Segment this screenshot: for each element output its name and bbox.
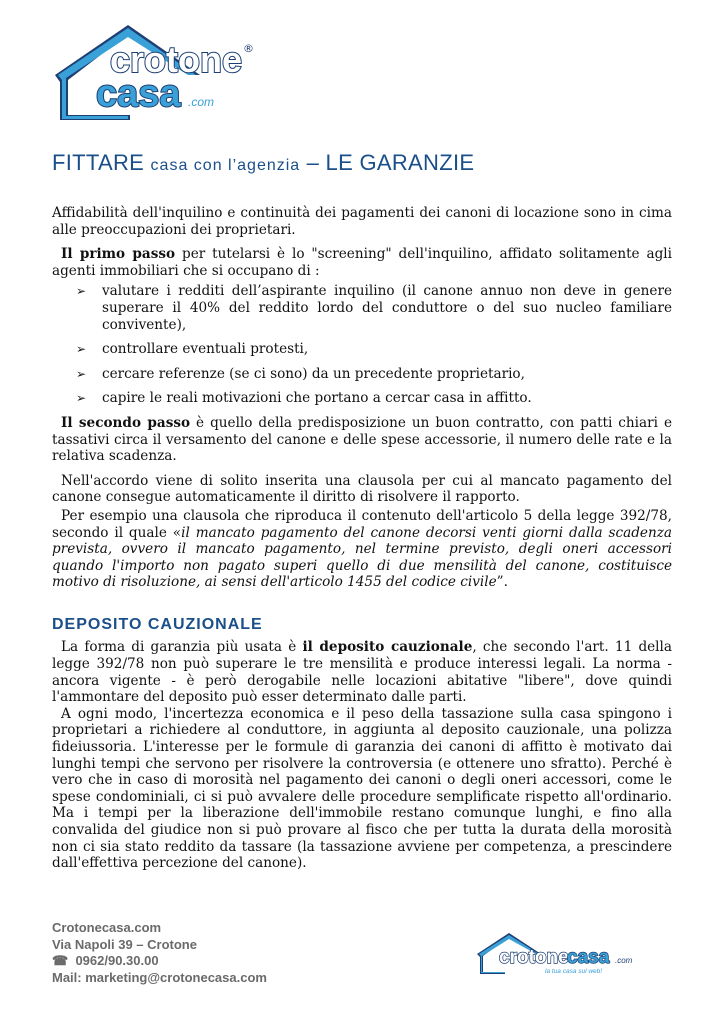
title-part-3: – LE GARANZIE <box>300 150 475 175</box>
esempio-pre: Per esempio una clausola che riproduca il contenuto dell'articolo 5 della legge 392/78, secondo il quale « <box>52 507 672 541</box>
list-item-text: cercare referenze (se ci sono) da un precedente proprietario, <box>102 365 525 382</box>
list-item <box>76 283 672 333</box>
logo-text-crotone: crotone <box>110 39 243 80</box>
registered-mark: ® <box>243 42 254 55</box>
page-title <box>52 150 682 176</box>
footer-phone: 0962/90.30.00 <box>75 953 159 968</box>
title-part-1: FITTARE <box>52 150 151 175</box>
list-item-text: capire le reali motivazioni che portano a cercar casa in affitto. <box>102 390 532 407</box>
logo-text-casa: casa <box>96 73 181 115</box>
small-logo-text-casa: casa <box>567 947 610 968</box>
crotonecasa-small-logo <box>475 930 645 975</box>
deposito-p1-pre: La forma di garanzia più usata è <box>61 639 303 656</box>
deposito-paragraph-1 <box>52 639 672 705</box>
crotonecasa-logo <box>50 20 260 120</box>
arrow-bullet-icon: ➢ <box>76 342 87 357</box>
arrow-bullet-icon: ➢ <box>76 366 87 381</box>
esempio-quote: il mancato pagamento del canone decorsi venti giorni dalla scadenza prevista, ovvero il mancato pagamento, nel termine previsto, degli oneri accessori quando l'importo non pagato superi quello di due mensilità del canone, costituisce motivo di risoluzione, ai sensi dell'articolo 1455 del codice civile <box>52 524 672 591</box>
esempio-paragraph <box>52 508 672 591</box>
small-logo-text-crotone: crotone <box>499 947 569 968</box>
list-item <box>76 390 672 407</box>
esempio-post: ”. <box>496 574 508 591</box>
step1-text: per tutelarsi è lo "screening" dell'inquilino, affidato solitamente agli agenti immobiliari che si occupano di : <box>52 246 672 279</box>
footer-phone-row <box>52 953 267 970</box>
list-item <box>76 341 672 358</box>
footer-contacts <box>52 920 267 986</box>
title-part-2: casa con l’agenzia <box>150 157 301 174</box>
small-logo-text-com: .com <box>615 956 633 965</box>
footer-site: Crotonecasa.com <box>52 920 162 935</box>
step1-paragraph <box>52 246 672 279</box>
section-heading-deposito: DEPOSITO CAUZIONALE <box>52 615 263 633</box>
screening-list <box>52 283 672 407</box>
step1-bold: Il primo passo <box>61 246 176 263</box>
list-item-text: valutare i redditi dell’aspirante inquilino (il canone annuo non deve in genere superare il 40% del reddito lordo del conduttore o del suo nucleo familiare convivente), <box>102 283 672 333</box>
logo-text-com: .com <box>188 95 215 109</box>
deposito-p1-bold: il deposito cauzionale <box>302 639 473 656</box>
footer-mail: Mail: marketing@crotonecasa.com <box>52 969 267 985</box>
intro-paragraph: Affidabilità dell'inquilino e continuità dei pagamenti dei canoni di locazione sono in cima alle preoccupazioni dei proprietari. <box>52 205 672 238</box>
clausola-paragraph: Nell'accordo viene di solito inserita una clausola per cui al mancato pagamento del canone consegue automaticamente il diritto di risolvere il rapporto. <box>52 472 672 506</box>
deposito-paragraph-2: A ogni modo, l'incertezza economica e il peso della tassazione sulla casa spingono i proprietari a richiedere al conduttore, in aggiunta al deposito cauzionale, una polizza fideiussoria. L'interesse per le formule di garanzia dei canoni di affitto è motivato dai lunghi tempi che servono per risolvere la controversia (e ottenere uno sfratto). Perché è vero che in caso di morosità nel pagamento dei canoni o degli oneri accessori, come le spese condominiali, ci si può avvalere delle procedure semplificate rispetto all'ordinario. Ma i tempi per la liberazione dell'immobile restano comunque lunghi, e fino alla convalida del giudice non si può provare al fisco che per tutta la durata della morosità non ci sia stato reddito da tassare (la tassazione avviene per competenza, a prescindere dall'effettiva percezione del canone). <box>52 705 672 872</box>
footer-address: Via Napoli 39 – Crotone <box>52 936 197 952</box>
step2-bold: Il secondo passo <box>61 414 191 431</box>
list-item-text: controllare eventuali protesti, <box>102 341 309 358</box>
list-item <box>76 366 672 383</box>
step2-text: è quello della predisposizione un buon contratto, con patti chiari e tassativi circa il versamento del canone e delle spese accessorie, il numero delle rate e la relativa scadenza. <box>52 414 672 465</box>
small-logo-tagline: la tua casa sul web! <box>545 968 603 975</box>
arrow-bullet-icon: ➢ <box>76 391 87 406</box>
document-body <box>52 205 672 880</box>
deposito-p1-post: , che secondo l'art. 11 della legge 392/78 non può superare le tre mensilità e produce interessi legali. La norma - ancora vigente - è però derogabile nelle locazioni abitative "libere", dove quindi l'ammontare del deposito può esser determinato dalle parti. <box>52 639 672 706</box>
phone-icon: ☎ <box>52 953 69 968</box>
arrow-bullet-icon: ➢ <box>76 284 87 299</box>
step2-paragraph <box>52 415 672 465</box>
